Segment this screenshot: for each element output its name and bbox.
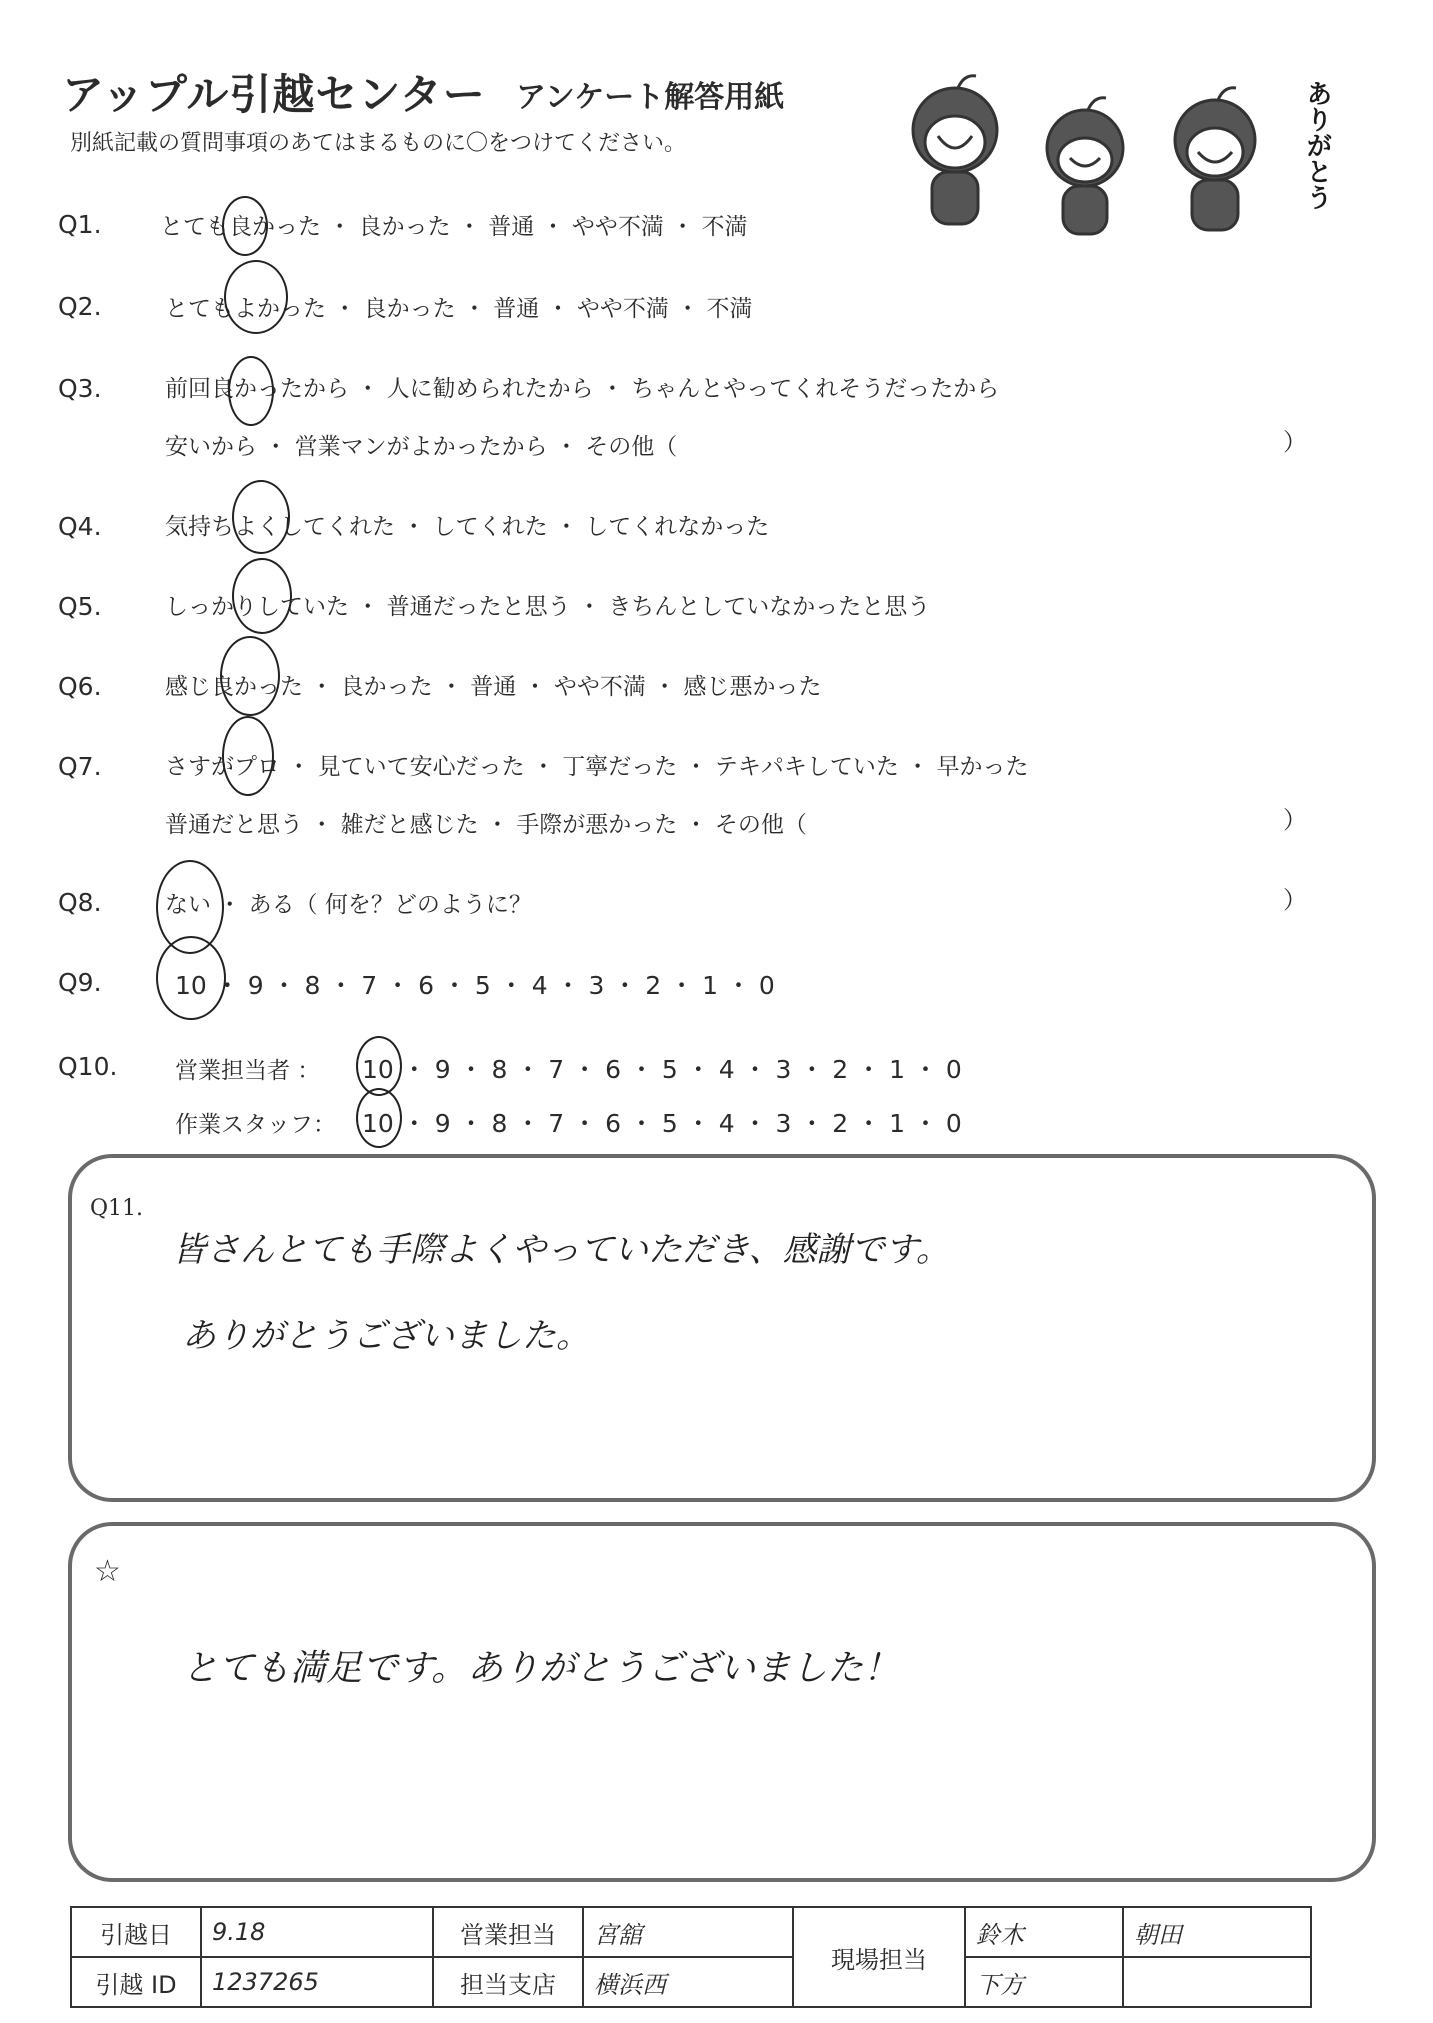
footer-table — [70, 1906, 1312, 2008]
q3-label: Q3. — [58, 374, 102, 403]
q2-options: とてもよかった ・ 良かった ・ 普通 ・ やや不満 ・ 不満 — [165, 296, 753, 322]
q5-options: しっかりしていた ・ 普通だったと思う ・ きちんとしていなかったと思う — [165, 594, 931, 620]
q5-selection-circle — [232, 558, 292, 634]
star-comment-box — [68, 1522, 1376, 1882]
company-title: アップル引越センター — [62, 70, 486, 119]
q9-selection-circle — [156, 936, 226, 1020]
q9-options: 10 ・ 9 ・ 8 ・ 7 ・ 6 ・ 5 ・ 4 ・ 3 ・ 2 ・ 1 ・ 0 — [175, 971, 775, 1000]
site-staff-label: 現場担当 — [793, 1907, 965, 2007]
q11-label: Q11. — [90, 1196, 144, 1221]
q10-staff-options: 10 ・ 9 ・ 8 ・ 7 ・ 6 ・ 5 ・ 4 ・ 3 ・ 2 ・ 1 ・ 0 — [362, 1109, 962, 1138]
q1-selection-circle — [222, 196, 268, 256]
q7-options-line2: 普通だと思う ・ 雑だと感じた ・ 手際が悪かった ・ その他（ — [165, 812, 807, 838]
q1-label: Q1. — [58, 210, 102, 239]
q10-sales-selection-circle — [356, 1036, 402, 1096]
q7-selection-circle — [222, 716, 274, 796]
sales-rep-label: 営業担当 — [433, 1907, 583, 1957]
branch-value: 横浜西 — [583, 1957, 793, 2007]
q6-options: 感じ良かった ・ 良かった ・ 普通 ・ やや不満 ・ 感じ悪かった — [165, 674, 822, 700]
q1-options: とても良かった ・ 良かった ・ 普通 ・ やや不満 ・ 不満 — [160, 214, 748, 240]
instruction-text: 別紙記載の質問事項のあてはまるものに〇をつけてください。 — [70, 131, 687, 156]
q4-options: 気持ちよくしてくれた ・ してくれた ・ してくれなかった — [165, 514, 770, 540]
q8-label: Q8. — [58, 888, 102, 917]
q8-close-paren: ） — [1283, 886, 1307, 914]
branch-label: 担当支店 — [433, 1957, 583, 2007]
monkey-mascots-illustration — [880, 60, 1340, 240]
q4-selection-circle — [232, 480, 290, 554]
q3-options-line2: 安いから ・ 営業マンがよかったから ・ その他（ — [165, 434, 678, 460]
q4-label: Q4. — [58, 512, 102, 541]
move-date-value: 9.18 — [201, 1907, 433, 1957]
q10-staff-selection-circle — [356, 1088, 402, 1148]
thanks-vertical-text: ありがとう — [1302, 80, 1332, 210]
q8-options: ない ・ ある（ 何を？どのように？ — [165, 892, 532, 918]
q3-close-paren: ） — [1283, 428, 1307, 456]
q2-label: Q2. — [58, 292, 102, 321]
star-handwritten-text: とても満足です。ありがとうございました！ — [182, 1648, 900, 1689]
move-id-label: 引越 ID — [71, 1957, 201, 2007]
q6-selection-circle — [220, 636, 280, 716]
q11-handwritten-line2: ありがとうございました。 — [182, 1316, 590, 1356]
move-id-value: 1237265 — [201, 1957, 433, 2007]
q2-selection-circle — [224, 260, 288, 334]
q7-options-line1: さすがプロ ・ 見ていて安心だった ・ 丁寧だった ・ テキパキしていた ・ 早かった — [165, 754, 1029, 780]
q7-close-paren: ） — [1283, 806, 1307, 834]
q3-selection-circle — [228, 356, 274, 426]
q11-handwritten-line1: 皆さんとても手際よくやっていただき、感謝です。 — [172, 1230, 950, 1270]
q10-sales-options: 10 ・ 9 ・ 8 ・ 7 ・ 6 ・ 5 ・ 4 ・ 3 ・ 2 ・ 1 ・ 0 — [362, 1055, 962, 1084]
q9-label: Q9. — [58, 968, 102, 997]
sales-rep-value: 宮舘 — [583, 1907, 793, 1957]
site-staff-empty — [1123, 1957, 1311, 2007]
site-staff-1: 鈴木 — [965, 1907, 1123, 1957]
form-subtitle: アンケート解答用紙 — [516, 80, 785, 115]
q5-label: Q5. — [58, 592, 102, 621]
q10-sales-label: 営業担当者 ： — [175, 1058, 321, 1084]
q6-label: Q6. — [58, 672, 102, 701]
q10-staff-label: 作業スタッフ： — [175, 1112, 336, 1138]
site-staff-3: 下方 — [965, 1957, 1123, 2007]
move-date-label: 引越日 — [71, 1907, 201, 1957]
site-staff-2: 朝田 — [1123, 1907, 1311, 1957]
q3-options-line1: 前回良かったから ・ 人に勧められたから ・ ちゃんとやってくれそうだったから — [165, 376, 1000, 402]
q7-label: Q7. — [58, 752, 102, 781]
star-label: ☆ — [94, 1554, 121, 1589]
q10-label: Q10. — [58, 1052, 118, 1081]
